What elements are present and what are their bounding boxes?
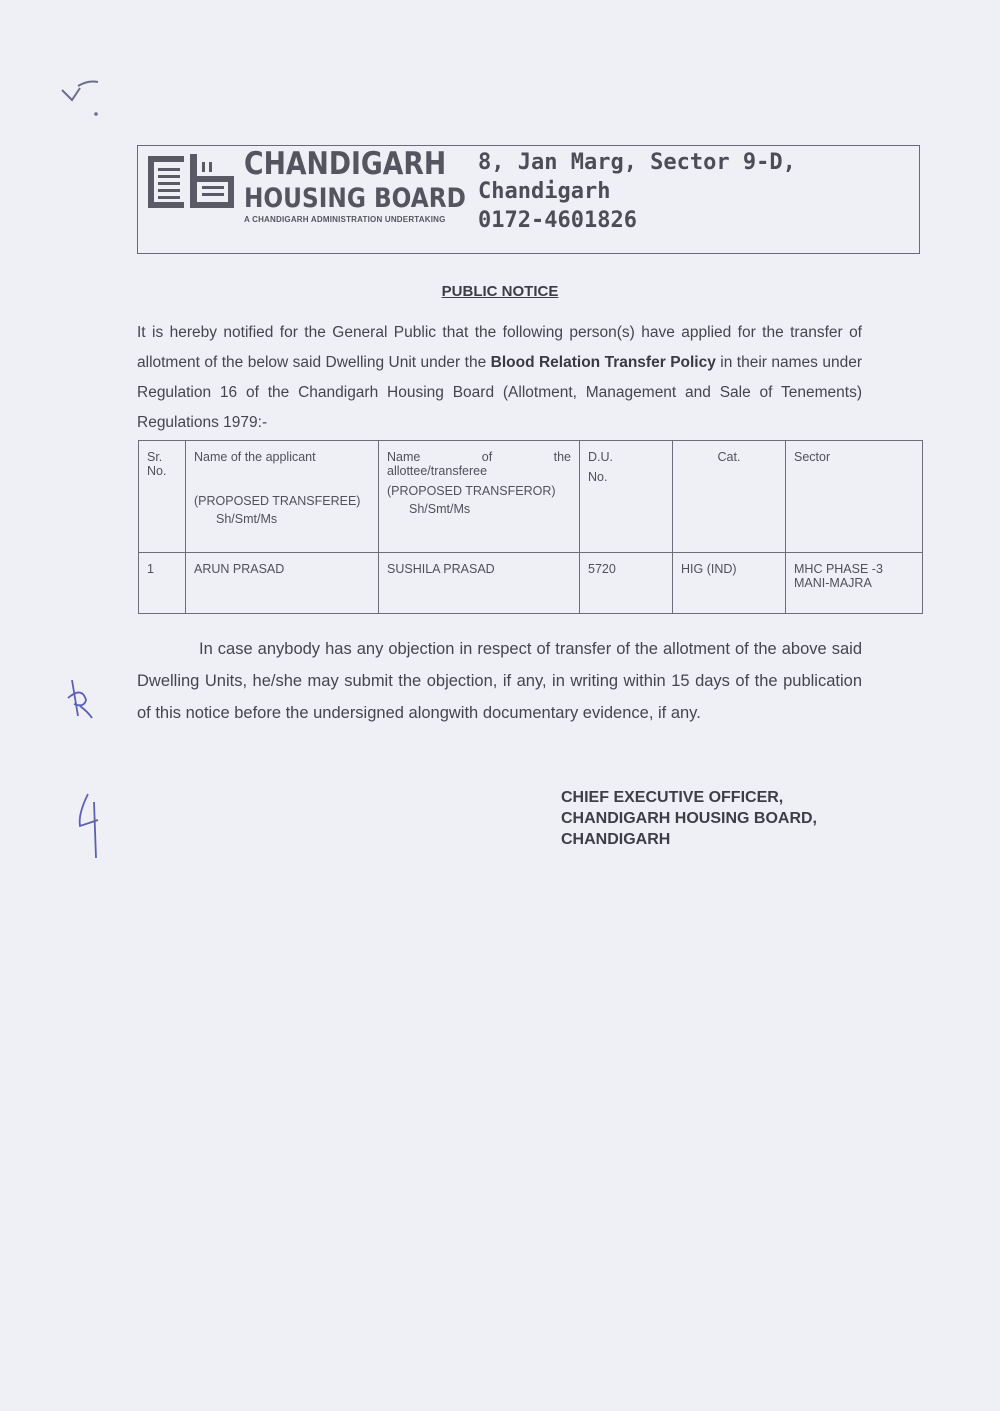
letterhead [137,145,920,254]
address-line2: Chandigarh [478,179,611,204]
header-allottee-word2: of [481,450,493,464]
intro-text-part1: It is hereby notified for the General Public that the following person(s) have applied for the transfer of allotment of the below said Dwelling Unit under the [137,324,862,371]
cell-allottee: SUSHILA PRASAD [379,553,580,614]
cell-applicant: ARUN PRASAD [186,553,379,614]
header-applicant-line2: (PROPOSED TRANSFEREE) [194,494,361,508]
table-header-row [139,441,923,553]
header-allottee-line2: allottee/transferee [387,464,488,478]
header-sector: Sector [786,441,923,553]
signature-line3: CHANDIGARH [561,831,671,848]
intro-text-part2: in their names under Regulation 16 of the Chandigarh Housing Board (Allotment, Management and Sale of Tenements) Regulations 1979:- [137,354,863,431]
notice-title: PUBLIC NOTICE [441,283,559,300]
signature-block [561,787,817,850]
header-du-no [580,441,673,553]
handwritten-number-mark [74,790,104,862]
cell-sector [786,553,923,614]
org-name-line1: CHANDIGARH [244,146,447,182]
cell-category: HIG (IND) [673,553,786,614]
phone-number: 0172-4601826 [478,208,637,233]
table-row [139,553,923,614]
allotment-table [138,440,923,614]
intro-policy-name: Blood Relation Transfer Policy [490,354,716,371]
org-address [478,148,796,235]
header-applicant-line1: Name of the applicant [194,450,316,464]
header-du-line2: No. [588,470,608,484]
handwritten-initial-mark [62,676,98,722]
header-allottee-line3: (PROPOSED TRANSFEROR) [387,484,556,498]
header-applicant [186,441,379,553]
org-tagline: A CHANDIGARH ADMINISTRATION UNDERTAKING [244,215,446,224]
header-applicant-line3: Sh/Smt/Ms [216,512,278,526]
header-allottee-word1: Name [387,450,421,464]
cell-sector-line2: MANI-MAJRA [794,576,872,590]
handwritten-tick-mark [58,76,108,120]
cell-du-no: 5720 [580,553,673,614]
signature-line1: CHIEF EXECUTIVE OFFICER, [561,789,784,806]
header-sr-no: Sr. No. [139,441,186,553]
org-name-line2: HOUSING BOARD [244,183,466,214]
header-allottee-line1 [387,450,571,464]
address-line1: 8, Jan Marg, Sector 9-D, [478,150,796,175]
header-category: Cat. [673,441,786,553]
signature-line2: CHANDIGARH HOUSING BOARD, [561,810,817,827]
header-du-line1: D.U. [588,450,613,464]
notice-intro [137,318,862,438]
header-allottee-line4: Sh/Smt/Ms [409,502,471,516]
chb-logo-icon [146,152,238,212]
cell-sr-no: 1 [139,553,186,614]
cell-sector-line1: MHC PHASE -3 [794,562,883,576]
header-allottee [379,441,580,553]
objection-paragraph: In case anybody has any objection in respect of transfer of the allotment of the above said Dwelling Units, he/she may submit the objection, if any, in writing within 15 days of the publication of this notice before the undersigned alongwith documentary evidence, if any. [137,640,862,722]
header-allottee-word3: the [553,450,571,464]
